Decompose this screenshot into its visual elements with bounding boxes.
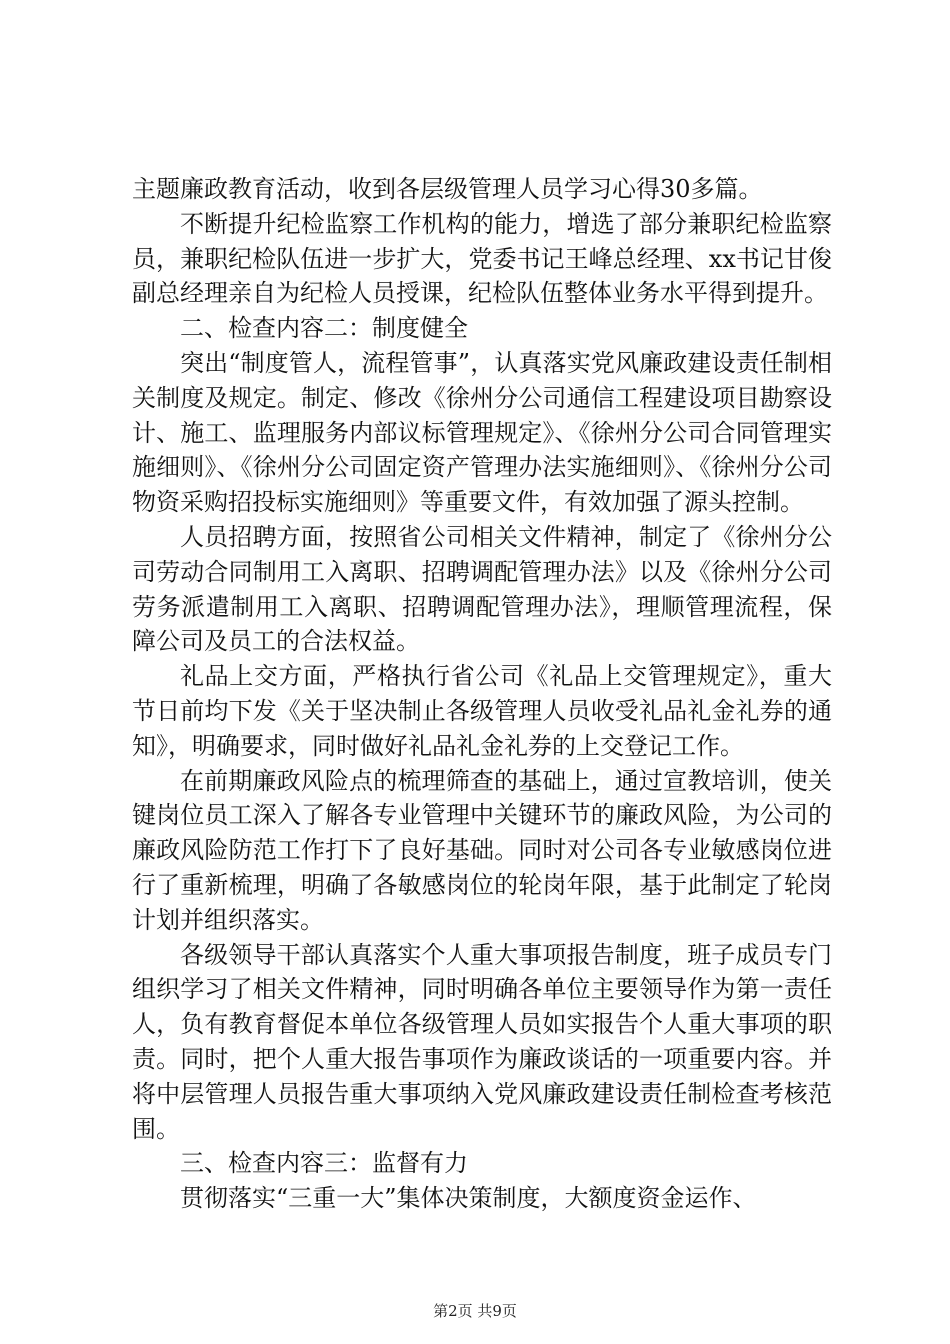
paragraph-continuation: 主题廉政教育活动，收到各层级管理人员学习心得30多篇。	[132, 175, 763, 203]
document-body	[132, 172, 832, 1216]
paragraph-recruitment: 人员招聘方面，按照省公司相关文件精神，制定了《徐州分公司劳动合同制用工入离职、招聘调配管理办法》以及《徐州分公司劳务派遣制用工入离职、招聘调配管理办法》，理顺管理流程，保障公司及员工的合法权益。	[132, 522, 832, 656]
section-heading-3: 三、检查内容三：监督有力	[180, 1149, 468, 1178]
paragraph-personal-reporting: 各级领导干部认真落实个人重大事项报告制度，班子成员专门组织学习了相关文件精神，同时明确各单位主要领导作为第一责任人，负有教育督促本单位各级管理人员如实报告个人重大事项的职责。同时，把个人重大报告事项作为廉政谈话的一项重要内容。并将中层管理人员报告重大事项纳入党风廉政建设责任制检查考核范围。	[132, 940, 832, 1143]
section-heading-2: 二、检查内容二：制度健全	[180, 314, 468, 343]
paragraph-system-rules: 突出“制度管人，流程管事”，认真落实党风廉政建设责任制相关制度及规定。制定、修改《徐州分公司通信工程建设项目勘察设计、施工、监理服务内部议标管理规定》、《徐州分公司合同管理实施细则》、《徐州分公司固定资产管理办法实施细则》、《徐州分公司物资采购招投标实施细则》等重要文件，有效加强了源头控制。	[132, 348, 832, 517]
paragraph-gifts: 礼品上交方面，严格执行省公司《礼品上交管理规定》，重大节日前均下发《关于坚决制止各级管理人员收受礼品礼金礼券的通知》，明确要求，同时做好礼品礼金礼券的上交登记工作。	[132, 662, 832, 760]
paragraph-collective-decision: 贯彻落实“三重一大”集体决策制度，大额度资金运作、	[180, 1184, 757, 1213]
page-footer: 第2页 共9页	[433, 1302, 517, 1320]
paragraph-risk-points: 在前期廉政风险点的梳理筛查的基础上，通过宣教培训，使关键岗位员工深入了解各专业管理中关键环节的廉政风险，为公司的廉政风险防范工作打下了良好基础。同时对公司各专业敏感岗位进行了重新梳理，明确了各敏感岗位的轮岗年限，基于此制定了轮岗计划并组织落实。	[132, 766, 832, 934]
paragraph-discipline-capacity: 不断提升纪检监察工作机构的能力，增选了部分兼职纪检监察员，兼职纪检队伍进一步扩大，党委书记王峰总经理、xx书记甘俊副总经理亲自为纪检人员授课，纪检队伍整体业务水平得到提升。	[132, 209, 832, 308]
